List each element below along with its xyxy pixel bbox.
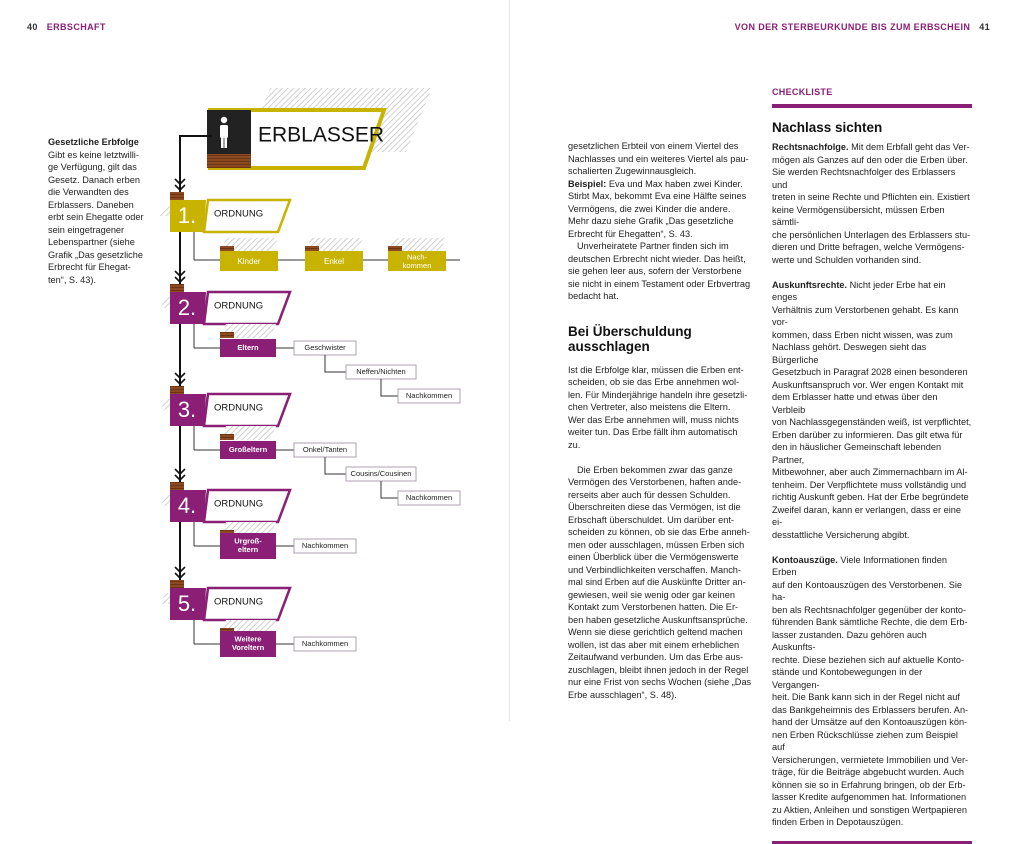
checklist-item-line: stände und Kontobewegungen in der Vergangen-	[772, 667, 923, 690]
text-line: mal sind Erben auf die Auskünfte Dritter an-	[568, 577, 746, 587]
order-label: ORDNUNG	[214, 300, 264, 312]
checklist-item-term: Kontoauszüge.	[772, 554, 838, 565]
order-number: 2.	[177, 294, 197, 320]
text-line: Mehr dazu siehe Grafik „Das gesetzliche	[568, 216, 734, 226]
order-number: 4.	[177, 492, 197, 518]
right-page-number: 41	[979, 22, 990, 32]
sidebar-line: Grafik „Das gesetzliche	[48, 249, 143, 260]
order-wood	[170, 192, 184, 200]
checklist-item-line: werte und Schulden vorhanden sind.	[772, 254, 922, 265]
sidebar-line: ge Verfügung, gilt das	[48, 162, 137, 172]
sidebar-line: Lebenspartner (siehe	[48, 237, 135, 247]
sidebar-line: Erblassers. Daneben	[48, 199, 134, 210]
paragraph-partner	[568, 240, 753, 303]
order-label: ORDNUNG	[214, 208, 264, 220]
text-line: ben haben gesetzliche Auskunftsansprüche.	[568, 614, 748, 625]
erblasser-title: ERBLASSER	[258, 123, 385, 147]
checklist-item-line: Verhältnis zum Verstorbenen gehabt. Es kann vor-	[772, 304, 959, 327]
order-label: ORDNUNG	[214, 402, 264, 414]
sub-label: Cousins/Cousinen	[350, 468, 412, 478]
checklist-item-line: dem Erblasser hatte und etwas über den Verbleib	[772, 392, 938, 415]
sub-label: Neffen/Nichten	[356, 366, 406, 376]
checklist-item-line: Erben darüber zu informieren. Das gilt etwa für	[772, 429, 963, 440]
head-label: eltern	[237, 545, 259, 555]
text-line: sie gehen leer aus, sofern der Verstorbene	[568, 266, 742, 276]
text-line: Vermögen des Verstorbenen, haften ande-	[568, 477, 742, 487]
text-line: Vermögens, die zwei Kinder die andere.	[568, 203, 731, 214]
group-label: kommen	[402, 261, 432, 271]
checklist-item-line: richtig Auskunft geben. Hat der Erbe begründete	[772, 492, 969, 502]
text-line: scheiden, ob sie das Erbe annehmen wol-	[568, 377, 740, 387]
checklist-label: CHECKLISTE	[772, 87, 833, 97]
left-page-number: 40	[27, 22, 38, 32]
checklist-item-line: den in häuslicher Gemeinschaft lebenden Partner,	[772, 442, 942, 465]
right-running-head	[735, 22, 990, 32]
text-line: Überschreiten diese das Vermögen, ist die	[568, 502, 741, 512]
left-running-head	[27, 22, 106, 32]
group-label: Kinder	[237, 257, 261, 267]
checklist-item-line: Mitbewohner, aber auch Zimmernachbarn im Al-	[772, 467, 968, 477]
checklist-top-rule	[772, 104, 972, 108]
checklist-item	[772, 141, 972, 266]
order-wood	[170, 386, 184, 394]
checklist-box	[772, 87, 972, 844]
checklist-item-first-line: Auskunftsrechte. Nicht jeder Erbe hat ein enges	[772, 279, 946, 302]
checklist-item-term: Rechtsnachfolge.	[772, 142, 849, 152]
checklist-item-line: ben als Rechtsnachfolger gegenüber der konto-	[772, 604, 967, 615]
checklist-item-line: Zweifel daran, kann er verlangen, dass er eine ei-	[772, 504, 961, 527]
sub-label: Nachkommen	[405, 492, 453, 502]
text-line: sie nicht in einem Testament oder Erbvertrag	[568, 278, 751, 289]
checklist-item-line: lasser zustanden. Dazu gehören auch Auskunfts-	[772, 629, 927, 652]
sidebar-line: Erbrecht für Ehegat-	[48, 262, 131, 272]
erblasser-wood	[207, 154, 251, 168]
sidebar-text	[48, 149, 163, 287]
checklist-item-line: nen Erben Rückschlüsse ziehen zum Beispiel auf	[772, 729, 958, 752]
checklist-item-line: keine Vermögensübersicht, müssen Erben sämtli-	[772, 204, 945, 227]
body-text-column	[568, 140, 753, 701]
checklist-item-line: treten in seine Rechte und Pflichten ein. Existiert	[772, 192, 970, 202]
head-wood	[220, 434, 234, 440]
text-line: Erbrecht für Ehegatten“, S. 43.	[568, 228, 693, 239]
checklist-item-line: das Bankgeheimnis des Erblassers berufen. An-	[772, 704, 969, 715]
text-line: scheiden zu können, ob sie das Erbe anneh-	[568, 527, 750, 537]
checklist-items	[772, 141, 972, 829]
checklist-item-first-line: Kontoauszüge. Viele Informationen finden Erben	[772, 554, 947, 577]
checklist-item-line: Auskunftsanspruch vor. Wer engen Kontakt mit	[772, 379, 964, 390]
order-wood	[170, 580, 184, 588]
paragraph-example	[568, 190, 753, 240]
order-wood	[170, 284, 184, 292]
checklist-item-line: lasser Kredite aufgenommen hat. Informationen	[772, 792, 967, 802]
sidebar-line: erbt sein Ehegatte oder	[48, 212, 144, 222]
left-running-title: ERBSCHAFT	[46, 22, 106, 32]
connector-line	[325, 355, 346, 372]
text-line: und Verbindlichkeiten verschaffen. Manch-	[568, 564, 741, 575]
person-icon-leg	[224, 137, 227, 148]
checklist-item-line: tenheim. Der Verpflichtete muss vollständig und	[772, 479, 967, 490]
person-icon-body	[220, 125, 228, 138]
checklist-item-line: von Nachlassgegenständen weiß, ist verpflichtet,	[772, 417, 972, 427]
checklist-item-line: Gesetzbuch in Paragraf 2028 einen besonderen	[772, 367, 968, 377]
checklist-item-line: heit. Die Bank kann sich in der Regel nicht auf	[772, 692, 960, 702]
head-label: Voreltern	[231, 643, 265, 653]
paragraph-erben	[568, 464, 753, 702]
checklist-item-line: hand der Umsätze auf den Kontoauszügen kön-	[772, 717, 968, 727]
checklist-item	[772, 554, 972, 829]
order-number: 5.	[177, 590, 197, 616]
checklist-item-line: träge, für die Beiträge abgebucht wurden. Auch	[772, 767, 965, 777]
sub-label: Onkel/Tanten	[302, 444, 348, 454]
text-line: Stirbt Max, bekommt Eva eine Hälfte seines	[568, 191, 747, 201]
order-number: 1.	[177, 202, 197, 228]
text-line: Erbschaft überschuldet. Um darüber ent-	[568, 514, 734, 525]
checklist-item-line: Nachlass gehört. Deswegen sieht das Bürgerliche	[772, 342, 927, 365]
heading-line: Bei Überschuldung	[568, 323, 692, 339]
text-line: Zeitaufwand verbunden. Um das Erbe aus-	[568, 652, 744, 662]
checklist-title: Nachlass sichten	[772, 120, 883, 135]
text-line: Erbe ausschlagen“, S. 48).	[568, 689, 677, 700]
text-line: einen Überblick über die Vermögenswerte	[568, 552, 739, 562]
checklist-item-line: finden Erben in Depotauszügen.	[772, 817, 904, 827]
text-line: wollen, ist das aber mit einem erheblichen	[568, 639, 740, 650]
paragraph-erbfolge	[568, 364, 753, 452]
text-line: gesetzlichen Erbteil von einem Viertel des	[568, 141, 739, 151]
sub-label: Geschwister	[304, 342, 346, 352]
head-label: Urgroß-	[234, 536, 262, 546]
text-line: zu.	[568, 439, 581, 450]
order-label: ORDNUNG	[214, 498, 264, 510]
checklist-item-line: desstattliche Versicherung abgibt.	[772, 529, 910, 540]
group-label: Enkel	[323, 257, 345, 267]
sub-label: Nachkommen	[301, 540, 349, 550]
text-line: Unverheiratete Partner finden sich im	[577, 241, 729, 251]
checklist-item-line: rechte. Diese beziehen sich auf aktuelle Konto-	[772, 654, 965, 665]
section-heading	[568, 324, 753, 355]
sidebar-line: Gibt es keine letztwilli-	[48, 149, 139, 160]
page-gutter	[509, 0, 510, 721]
text-line: bedacht hat.	[568, 291, 619, 301]
order-wood	[170, 482, 184, 490]
text-line: nur eine Frist von sechs Wochen (siehe „Das	[568, 677, 752, 687]
checklist-item-line: mögen als Ganzes auf den oder die Erben über.	[772, 154, 968, 165]
sidebar-line: ten“, S. 43).	[48, 274, 97, 285]
heading-line: ausschlagen	[568, 339, 650, 354]
head-label: Weitere	[234, 634, 262, 644]
person-icon	[221, 117, 227, 123]
text-line: Wenn sie diese gerichtlich geltend machen	[568, 627, 743, 637]
text-line: rerseits aber auch für dessen Schulden.	[568, 489, 731, 500]
order-number: 3.	[177, 396, 197, 422]
text-line: zuschlagen, bleibt ihnen jedoch in der Regel	[568, 664, 749, 675]
text-line: deutschen Erbrecht nicht wieder. Das heißt,	[568, 253, 746, 264]
example-label: Beispiel:	[568, 178, 607, 189]
paragraph-ehegatten	[568, 140, 753, 178]
sidebar-line: sein eingetragener	[48, 224, 125, 235]
right-running-title: VON DER STERBEURKUNDE BIS ZUM ERBSCHEIN	[734, 22, 971, 32]
sidebar-line: die Verwandten des	[48, 187, 129, 197]
example-line: Beispiel: Eva und Max haben zwei Kinder.	[568, 178, 743, 189]
checklist-item-line: che persönlichen Unterlagen des Erblassers stu-	[772, 229, 971, 240]
checklist-item-line: zu Aktien, Anleihen und sonstigen Wertpapieren	[772, 804, 967, 815]
text-line: weiter tun. Das Erbe fällt ihm automatisch	[568, 427, 738, 437]
connector-line	[325, 457, 346, 474]
sidebar-heading: Gesetzliche Erbfolge	[48, 137, 139, 147]
text-line: Die Erben bekommen zwar das ganze	[577, 464, 733, 475]
checklist-item-first-line: Rechtsnachfolge. Mit dem Erbfall geht das Ver-	[772, 142, 970, 152]
sidebar-note	[48, 136, 163, 286]
text-line: gewiesen, weil sie wenig oder gar keinen	[568, 589, 736, 600]
sub-label: Nachkommen	[301, 638, 349, 648]
person-icon-leg	[221, 137, 224, 148]
checklist-item-line: kommen, dass Erben nicht wissen, was zum	[772, 329, 953, 340]
checklist-item-line: Versicherungen, vermietete Immobilien und Ver-	[772, 754, 969, 765]
text-line: Ist die Erbfolge klar, müssen die Erben ent-	[568, 364, 744, 375]
checklist-item-line: Sie werden Rechtsnachfolger des Erblassers und	[772, 167, 956, 190]
checklist-item-line: führenden Bank sämtliche Rechte, die dem Erb-	[772, 617, 968, 627]
head-label: Eltern	[237, 342, 259, 352]
text-line: len. Für Minderjährige handeln ihre gesetzli-	[568, 389, 748, 400]
head-wood	[220, 332, 234, 338]
checklist-item-line: dieren und Dritte befragen, welche Vermögens-	[772, 242, 965, 252]
sidebar-line: Gesetz. Danach erben	[48, 174, 140, 185]
connector-line	[381, 481, 398, 498]
text-line: Kontakt zum Verstorbenen hatten. Die Er-	[568, 602, 739, 612]
inheritance-order-diagram	[160, 80, 505, 680]
text-line: chen Vertreter, also meistens die Eltern.	[568, 402, 731, 412]
head-label: Großeltern	[228, 444, 268, 454]
text-line: Wer das Erbe annehmen will, muss nichts	[568, 414, 739, 425]
text-line: men oder ausschlagen, müssen Erben sich	[568, 539, 745, 550]
text-line: schalierten Zugewinnausgleich.	[568, 166, 697, 176]
checklist-item-line: auf den Kontoauszügen des Verstorbenen. Sie ha-	[772, 579, 963, 602]
checklist-item-line: können sie so in Erfahrung bringen, ob der Erb-	[772, 779, 966, 790]
order-label: ORDNUNG	[214, 596, 264, 608]
checklist-item-term: Auskunftsrechte.	[772, 279, 848, 290]
checklist-item	[772, 279, 972, 542]
connector-line	[381, 379, 398, 396]
group-label: Nach-	[406, 252, 428, 262]
sub-label: Nachkommen	[405, 390, 453, 400]
text-line: Nachlasses und ein weiteres Viertel als pau-	[568, 153, 749, 164]
